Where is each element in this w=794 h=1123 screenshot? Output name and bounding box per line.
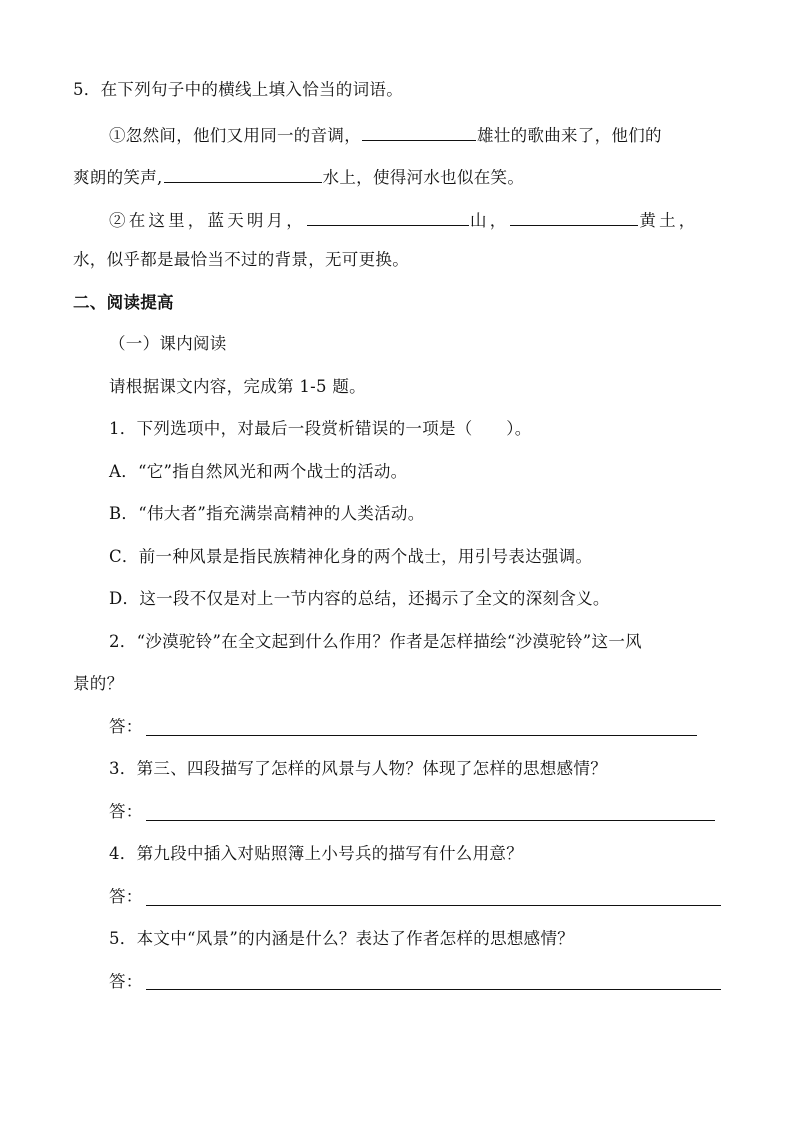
q5-s1-text-c: 爽朗的笑声,: [73, 168, 163, 187]
question-5: 5．本文中“风景”的内涵是什么？表达了作者怎样的思想感情？: [109, 929, 575, 948]
answer-label-5: 答：: [109, 972, 143, 991]
q5-s1-text-a: ①忽然间，他们又用同一的音调，: [109, 126, 361, 145]
answer-label-3: 答：: [109, 802, 143, 821]
answer-line-5[interactable]: [146, 989, 721, 990]
q5-sentence-2: [109, 207, 699, 232]
option-c: C．前一种风景是指民族精神化身的两个战士，用引号表达强调。: [109, 547, 593, 566]
q5-s1-text-d: 水上，使得河水也似在笑。: [322, 168, 525, 187]
answer-line-2[interactable]: [146, 735, 697, 736]
option-a: A．“它”指自然风光和两个战士的活动。: [109, 462, 408, 481]
q5-blank-4[interactable]: [510, 207, 638, 226]
q5-sentence-1-cont: [73, 164, 524, 189]
section-subheading: （一）课内阅读: [109, 334, 227, 353]
question-1: 1．下列选项中，对最后一段赏析错误的一项是（ ）。: [109, 419, 532, 438]
q5-s2-text-a: ②在这里，蓝天明月，: [109, 211, 306, 230]
q5-blank-3[interactable]: [307, 207, 469, 226]
q5-blank-1[interactable]: [362, 122, 476, 141]
q5-sentence-1: [109, 122, 662, 147]
answer-label-4: 答：: [109, 887, 143, 906]
section-heading: 二、阅读提高: [73, 293, 174, 312]
answer-label-2: 答：: [109, 717, 143, 736]
section-instruction: 请根据课文内容，完成第 1-5 题。: [109, 377, 366, 396]
option-d: D．这一段不仅是对上一节内容的总结，还揭示了全文的深刻含义。: [109, 589, 610, 608]
q5-s2-text-c: 黄土，: [639, 211, 699, 230]
q5-blank-2[interactable]: [164, 164, 322, 183]
q5-title: 5．在下列句子中的横线上填入恰当的词语。: [73, 80, 403, 99]
question-4: 4．第九段中插入对贴照簿上小号兵的描写有什么用意？: [109, 844, 523, 863]
question-2-line-2: 景的？: [73, 674, 124, 693]
q5-s1-text-b: 雄壮的歌曲来了，他们的: [477, 126, 662, 145]
question-3: 3．第三、四段描写了怎样的风景与人物？体现了怎样的思想感情？: [109, 759, 607, 778]
question-2-line-1: 2．“沙漠驼铃”在全文起到什么作用？作者是怎样描绘“沙漠驼铃”这一风: [109, 632, 642, 651]
q5-sentence-2-cont: 水，似乎都是最恰当不过的背景，无可更换。: [73, 250, 409, 269]
answer-line-4[interactable]: [146, 905, 721, 906]
option-b: B．“伟大者”指充满崇高精神的人类活动。: [109, 504, 425, 523]
answer-line-3[interactable]: [146, 820, 715, 821]
q5-s2-text-b: 山，: [470, 211, 510, 230]
